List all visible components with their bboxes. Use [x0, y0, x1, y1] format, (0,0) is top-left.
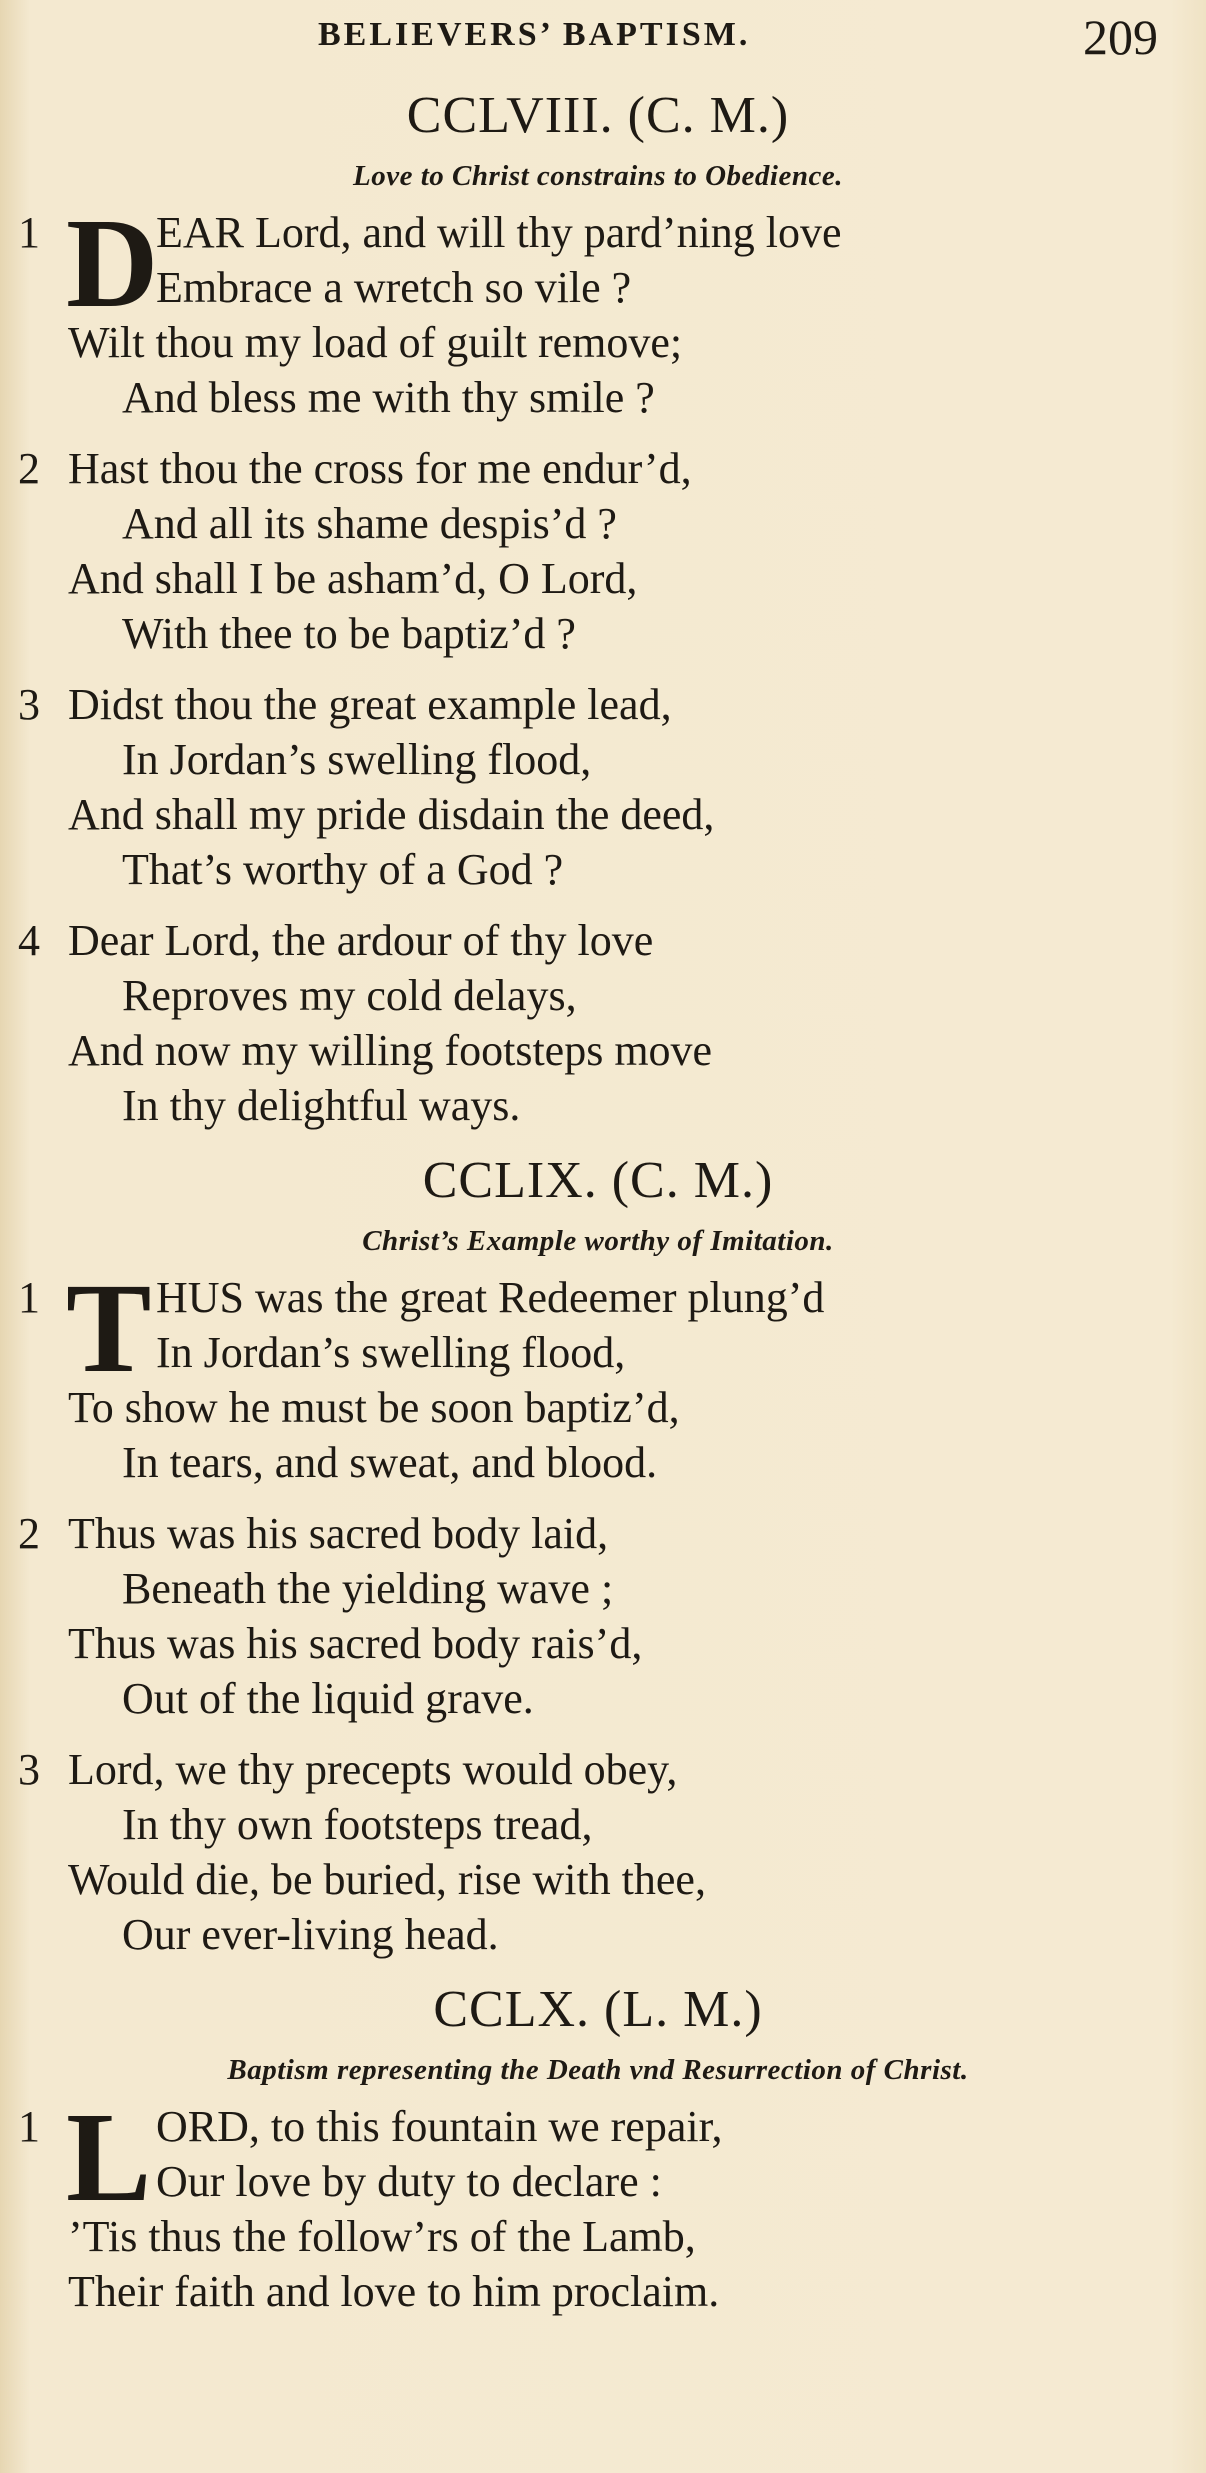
- stanza-2: [18, 441, 1178, 661]
- verse-line: Out of the liquid grave.: [122, 1674, 534, 1723]
- verse-line: Thus was his sacred body laid,: [68, 1509, 609, 1558]
- verse-line: Embrace a wretch so vile ?: [156, 263, 632, 312]
- drop-cap: L: [66, 2086, 152, 2228]
- verse-line: EAR Lord, and will thy pard’ning love: [156, 208, 842, 257]
- verse-line: Would die, be buried, rise with thee,: [68, 1855, 706, 1904]
- verse-line: Our ever-living head.: [122, 1910, 499, 1959]
- verse-line: In thy delightful ways.: [122, 1081, 521, 1130]
- verse-line: Wilt thou my load of guilt remove;: [68, 318, 683, 367]
- running-head: [18, 0, 1178, 68]
- hymn-subtitle: Christ’s Example worthy of Imitation.: [362, 1225, 834, 1257]
- verse-line: And now my willing footsteps move: [68, 1026, 713, 1075]
- hymn-title: CCLIX. (C. M.): [422, 1152, 774, 1209]
- verse-line: And bless me with thy smile ?: [122, 373, 655, 422]
- drop-cap: T: [66, 1257, 152, 1399]
- stanza-number: 3: [18, 1745, 40, 1794]
- hymn-title: CCLVIII. (C. M.): [406, 87, 790, 144]
- hymn-cclix: [18, 1152, 1178, 1962]
- stanza-1: [18, 2086, 1178, 2319]
- verse-line: Didst thou the great example lead,: [68, 680, 672, 729]
- running-title: BELIEVERS’ BAPTISM.: [318, 16, 751, 53]
- hymn-cclviii: [18, 87, 1178, 1133]
- verse-line: Beneath the yielding wave ;: [122, 1564, 614, 1613]
- stanza-number: 4: [18, 916, 40, 965]
- verse-line: In Jordan’s swelling flood,: [156, 1328, 626, 1377]
- stanza-number: 3: [18, 680, 40, 729]
- verse-line: In tears, and sweat, and blood.: [122, 1438, 658, 1487]
- stanza-1: [18, 1257, 1178, 1490]
- verse-line: In thy own footsteps tread,: [122, 1800, 593, 1849]
- verse-line: And shall I be asham’d, O Lord,: [68, 554, 638, 603]
- verse-line: And shall my pride disdain the deed,: [68, 790, 715, 839]
- verse-line: That’s worthy of a God ?: [122, 845, 564, 894]
- verse-line: Dear Lord, the ardour of thy love: [68, 916, 654, 965]
- verse-line: Thus was his sacred body rais’d,: [68, 1619, 643, 1668]
- stanza-number: 1: [18, 2102, 40, 2151]
- stanza-2: [18, 1506, 1178, 1726]
- stanza-number: 2: [18, 444, 40, 493]
- verse-line: Our love by duty to declare :: [156, 2157, 662, 2206]
- hymn-cclx: [18, 1981, 1178, 2319]
- verse-line: Reproves my cold delays,: [122, 971, 577, 1020]
- stanza-3: [18, 1742, 1178, 1962]
- verse-line: With thee to be baptiz’d ?: [122, 609, 576, 658]
- verse-line: Lord, we thy precepts would obey,: [68, 1745, 678, 1794]
- verse-line: In Jordan’s swelling flood,: [122, 735, 592, 784]
- hymn-subtitle: Love to Christ constrains to Obedience.: [353, 160, 843, 192]
- stanza-number: 1: [18, 208, 40, 257]
- hymn-subtitle: Baptism representing the Death vnd Resurrection of Christ.: [227, 2054, 969, 2086]
- drop-cap: D: [66, 192, 159, 334]
- verse-line: ORD, to this fountain we repair,: [156, 2102, 723, 2151]
- verse-line: HUS was the great Redeemer plung’d: [156, 1273, 825, 1322]
- verse-line: To show he must be soon baptiz’d,: [68, 1383, 680, 1432]
- verse-line: ’Tis thus the follow’rs of the Lamb,: [68, 2212, 696, 2261]
- stanza-3: [18, 677, 1178, 897]
- stanza-number: 2: [18, 1509, 40, 1558]
- verse-line: Hast thou the cross for me endur’d,: [68, 444, 692, 493]
- stanza-4: [18, 913, 1178, 1133]
- verse-line: And all its shame despis’d ?: [122, 499, 617, 548]
- verse-line: Their faith and love to him proclaim.: [68, 2267, 720, 2316]
- hymn-title: CCLX. (L. M.): [433, 1981, 763, 2038]
- page-number: 209: [1083, 9, 1158, 65]
- stanza-1: [18, 192, 1178, 425]
- stanza-number: 1: [18, 1273, 40, 1322]
